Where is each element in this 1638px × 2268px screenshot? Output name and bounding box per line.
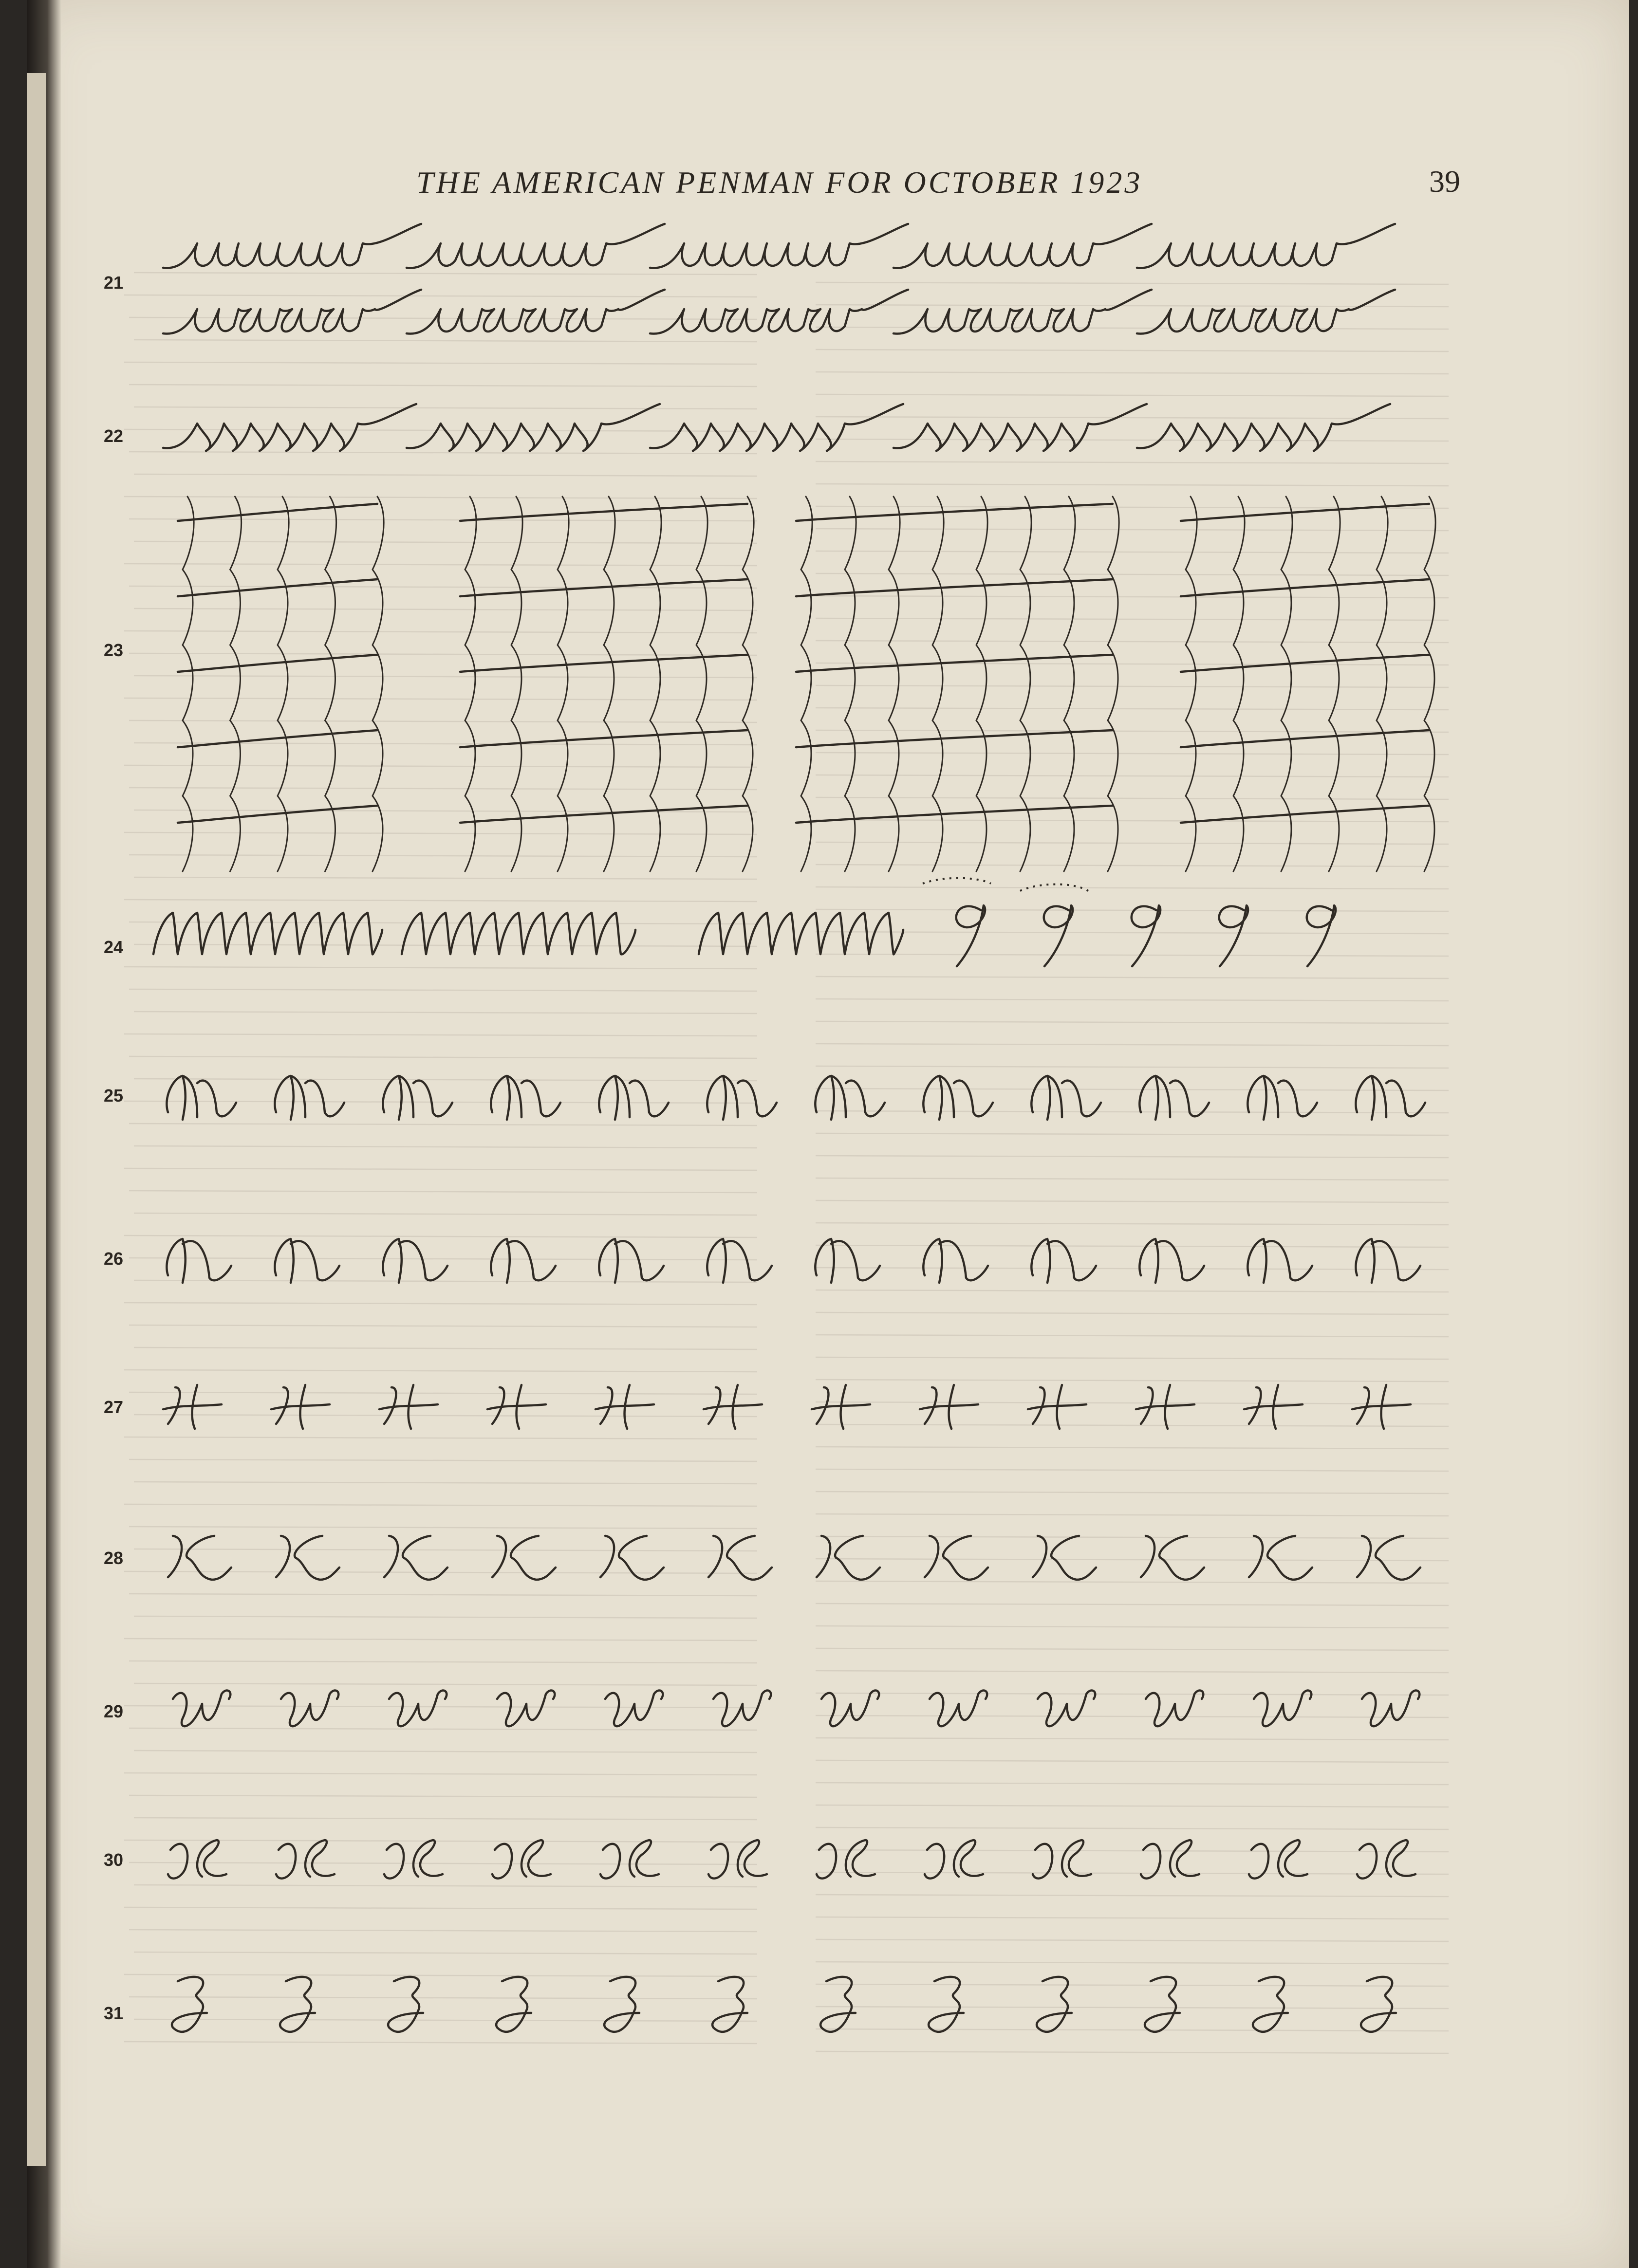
capital-letter <box>1136 1385 1194 1429</box>
capital-letter <box>925 1536 988 1580</box>
show-through-line <box>816 999 1449 1001</box>
show-through-line <box>816 1514 1449 1516</box>
x-downstroke <box>889 497 900 871</box>
show-through-line <box>134 273 757 275</box>
show-through-line <box>129 720 757 722</box>
show-through-line <box>816 820 1449 822</box>
minimum-letter-group <box>650 224 908 268</box>
minimum-letter-group <box>650 404 903 451</box>
show-through-line <box>816 1559 1449 1561</box>
script-exercises <box>153 224 1435 2032</box>
row-number: 30 <box>103 1850 124 1870</box>
x-downstroke <box>743 497 754 871</box>
minimum-letter-group <box>1137 290 1395 333</box>
show-through-line <box>816 909 1449 911</box>
show-through-line <box>816 1021 1449 1023</box>
show-through-line <box>816 1671 1449 1673</box>
show-through-line <box>816 305 1449 307</box>
capital-letter <box>920 1385 978 1429</box>
capital-letter <box>1247 1076 1317 1120</box>
x-downstroke <box>604 497 615 871</box>
m-drill <box>402 913 635 954</box>
show-through-line <box>816 461 1449 463</box>
show-through-line <box>816 932 1449 934</box>
capital-letter <box>1361 1977 1396 2032</box>
x-crossbar <box>178 504 377 521</box>
show-through-line <box>816 685 1449 687</box>
row-22-s-drill <box>163 404 1390 451</box>
show-through-line <box>816 551 1449 553</box>
show-through-line <box>124 564 757 566</box>
show-through-line <box>816 1536 1449 1538</box>
show-through-line <box>134 1482 757 1484</box>
show-through-line <box>816 1693 1449 1695</box>
show-through-line <box>816 596 1449 598</box>
capital-letter <box>817 1536 880 1580</box>
capital-letter <box>1038 1691 1095 1727</box>
show-through-line <box>816 394 1449 396</box>
show-through-line <box>124 832 757 834</box>
m-drill <box>699 913 903 954</box>
capital-letter <box>707 1076 777 1120</box>
x-downstroke <box>1108 497 1119 871</box>
show-through-line <box>816 1738 1449 1740</box>
capital-letter <box>1139 1076 1209 1120</box>
row-30-capital-x <box>168 1840 1415 1879</box>
show-through-line <box>816 350 1449 351</box>
show-through-line <box>816 1424 1449 1426</box>
x-crossbar <box>796 730 1113 747</box>
show-through-line <box>816 1805 1449 1807</box>
row-25-capital-m <box>167 1076 1425 1120</box>
capital-letter <box>276 1840 335 1879</box>
row-21-u-drill <box>163 224 1395 268</box>
x-downstroke <box>845 497 856 871</box>
capital-letter <box>276 1536 339 1580</box>
capital-letter <box>1139 1239 1204 1283</box>
show-through-line <box>816 842 1449 844</box>
x-crossbar <box>460 504 747 521</box>
x-downstroke <box>372 497 384 871</box>
show-through-line <box>124 1303 757 1305</box>
capital-letter <box>1356 1239 1420 1283</box>
capital-letter <box>379 1385 438 1429</box>
x-crossbar <box>178 655 377 672</box>
x-downstroke <box>465 497 476 871</box>
row-26-capital-n <box>167 1239 1420 1283</box>
x-crossbar <box>178 579 377 596</box>
show-through-line <box>816 977 1449 978</box>
x-downstroke <box>801 497 812 871</box>
show-through-line <box>816 1447 1449 1449</box>
minimum-letter-group <box>163 404 416 451</box>
page-number: 39 <box>1429 164 1460 199</box>
capital-letter <box>1028 1385 1086 1429</box>
capital-letter <box>167 1076 236 1120</box>
show-through-line <box>124 1773 757 1775</box>
show-through-line <box>124 1101 757 1103</box>
show-through-line <box>124 1974 757 1976</box>
show-through-line <box>816 1917 1449 1919</box>
show-through-line <box>129 1661 757 1663</box>
show-through-line <box>124 1639 757 1641</box>
show-through-line <box>134 1079 757 1081</box>
show-through-line <box>129 452 757 454</box>
show-through-line <box>816 1872 1449 1874</box>
row-number: 21 <box>103 273 124 293</box>
x-crossbar <box>1181 579 1429 596</box>
show-through-line <box>129 1728 757 1730</box>
row-27-capital-h <box>163 1385 1411 1429</box>
show-through-line <box>134 1213 757 1215</box>
show-through-line <box>816 797 1449 799</box>
show-through-line <box>124 295 757 297</box>
capital-letter <box>1244 1385 1303 1429</box>
capital-letter <box>383 1239 447 1283</box>
x-downstroke <box>230 497 242 871</box>
show-through-line <box>816 730 1449 732</box>
show-through-line <box>816 1402 1449 1404</box>
row-number: 27 <box>103 1397 124 1417</box>
show-through-line <box>124 2042 757 2044</box>
capital-letter <box>923 1076 993 1120</box>
show-through-line <box>124 429 757 431</box>
row-number: 31 <box>103 2003 124 2023</box>
show-through-line <box>134 1549 757 1551</box>
show-through-line <box>129 788 757 790</box>
show-through-line <box>134 1885 757 1887</box>
show-through-line <box>129 1997 757 1999</box>
show-through-line <box>129 1392 757 1394</box>
show-through-line <box>816 1335 1449 1337</box>
show-through-line <box>124 900 757 902</box>
capital-letter <box>821 1691 879 1727</box>
capital-letter <box>815 1076 885 1120</box>
show-through-line <box>134 1347 757 1349</box>
show-through-line <box>816 573 1449 575</box>
x-downstroke <box>278 497 289 871</box>
capital-letter <box>812 1385 870 1429</box>
figure-nine <box>956 905 985 966</box>
show-through-line <box>134 1012 757 1014</box>
show-through-line <box>124 631 757 633</box>
show-through-line <box>129 1459 757 1461</box>
show-through-line <box>816 1066 1449 1068</box>
magazine-page <box>27 0 1629 2268</box>
x-downstroke <box>696 497 707 871</box>
show-through-line <box>124 698 757 700</box>
show-through-line <box>816 753 1449 755</box>
x-downstroke <box>183 497 194 871</box>
header-title: THE AMERICAN PENMAN FOR OCTOBER 1923 <box>416 165 1143 200</box>
show-through-line <box>129 653 757 655</box>
row-number: 26 <box>103 1249 124 1269</box>
x-downstroke <box>511 497 522 871</box>
show-through-line <box>816 887 1449 889</box>
x-downstroke <box>325 497 336 871</box>
show-through-line <box>129 1862 757 1864</box>
capital-letter <box>271 1385 330 1429</box>
show-through-line <box>816 1178 1449 1180</box>
row-number: 28 <box>103 1548 124 1568</box>
minimum-letter-group <box>1137 224 1395 268</box>
capital-letter <box>596 1385 654 1429</box>
show-through-line <box>816 484 1449 486</box>
show-through-line <box>129 385 757 387</box>
capital-letter <box>1357 1840 1415 1879</box>
show-through-line <box>816 439 1449 441</box>
x-crossbar <box>1181 504 1429 521</box>
capital-letter <box>1352 1385 1411 1429</box>
capital-letter <box>275 1076 344 1120</box>
show-through-line <box>129 1258 757 1260</box>
capital-letter <box>1146 1691 1203 1727</box>
figure-nine <box>1307 905 1336 966</box>
show-through-line <box>134 1415 757 1417</box>
show-through-line <box>816 1783 1449 1785</box>
show-through-line <box>816 1357 1449 1359</box>
show-through-line <box>124 1168 757 1170</box>
show-through-line <box>816 1245 1449 1247</box>
capital-letter <box>491 1239 556 1283</box>
show-through-line <box>124 765 757 767</box>
capital-letter <box>168 1536 231 1580</box>
capital-letter <box>281 1691 338 1727</box>
show-through-line <box>129 1191 757 1193</box>
capital-letter <box>491 1076 560 1120</box>
x-downstroke <box>1064 497 1075 871</box>
capital-letter <box>600 1840 659 1879</box>
row-29-capital-w <box>173 1691 1419 1727</box>
show-through-line <box>129 519 757 521</box>
capital-letter <box>707 1239 772 1283</box>
capital-letter <box>604 1977 639 2032</box>
show-through-line <box>816 1200 1449 1202</box>
figure-nine <box>1044 905 1073 966</box>
x-downstroke <box>650 497 661 871</box>
show-through-line <box>816 1604 1449 1605</box>
show-through-line <box>134 1751 757 1752</box>
capital-letter <box>713 1691 771 1727</box>
capital-letter <box>1247 1239 1312 1283</box>
show-through-line <box>124 1706 757 1708</box>
show-through-line <box>124 1907 757 1909</box>
show-through-line <box>129 1056 757 1058</box>
show-through-line <box>816 1469 1449 1471</box>
capital-letter <box>487 1385 546 1429</box>
show-through-line <box>129 1930 757 1932</box>
capital-letter <box>280 1977 315 2032</box>
show-through-line <box>816 282 1449 284</box>
show-through-line <box>816 1850 1449 1852</box>
capital-letter <box>496 1977 531 2032</box>
minimum-letter-group <box>407 404 660 451</box>
show-through-line <box>816 1962 1449 1964</box>
capital-letter <box>605 1691 663 1727</box>
show-through-line <box>816 2007 1449 2009</box>
capital-letter <box>497 1691 555 1727</box>
capital-letter <box>384 1840 443 1879</box>
show-through-line <box>816 1626 1449 1628</box>
show-through-line <box>816 1290 1449 1292</box>
row-number: 24 <box>103 937 124 957</box>
x-crossbar <box>1181 655 1429 672</box>
capital-letter <box>712 1977 747 2032</box>
x-crossbar <box>1181 806 1429 823</box>
show-through-line <box>129 1124 757 1125</box>
show-through-line <box>816 865 1449 867</box>
x-crossbar <box>178 806 377 823</box>
show-through-line <box>134 1952 757 1954</box>
show-through-line <box>816 1380 1449 1382</box>
capital-letter <box>383 1076 452 1120</box>
capital-letter <box>1031 1076 1101 1120</box>
capital-letter <box>388 1977 423 2032</box>
x-downstroke <box>976 497 987 871</box>
capital-letter <box>930 1691 987 1727</box>
show-through-line <box>134 877 757 879</box>
row-number: 23 <box>103 640 124 660</box>
capital-letter <box>384 1536 447 1580</box>
figure-nine <box>1219 905 1248 966</box>
dotted-guide <box>923 878 991 884</box>
show-through-line <box>134 1146 757 1148</box>
row-number: 25 <box>103 1086 124 1106</box>
show-through-line <box>129 1594 757 1596</box>
capital-letter <box>173 1691 230 1727</box>
show-through-line <box>816 641 1449 643</box>
minimum-letter-group <box>407 224 665 268</box>
show-through-line <box>129 989 757 991</box>
show-through-line <box>816 1827 1449 1829</box>
show-through-line <box>129 855 757 857</box>
show-through-line <box>134 2019 757 2021</box>
show-through-line <box>816 1156 1449 1158</box>
capital-letter <box>163 1385 222 1429</box>
show-through-line <box>129 1795 757 1797</box>
show-through-line <box>816 1648 1449 1650</box>
m-drill <box>153 913 382 954</box>
show-through-line <box>816 708 1449 710</box>
show-through-line <box>816 1895 1449 1897</box>
minimum-letter-group <box>893 404 1147 451</box>
capital-letter <box>1254 1691 1311 1727</box>
show-through-line <box>124 967 757 969</box>
show-through-line <box>816 775 1449 777</box>
show-through-line <box>129 1527 757 1529</box>
capital-letter <box>1033 1536 1096 1580</box>
show-through-line <box>124 497 757 498</box>
show-through-line <box>134 676 757 678</box>
show-through-line <box>816 1581 1449 1583</box>
show-through-line <box>124 1504 757 1506</box>
show-through-line <box>134 1280 757 1282</box>
show-through-line <box>124 1235 757 1237</box>
show-through-line <box>124 1370 757 1372</box>
capital-letter <box>275 1239 339 1283</box>
show-through-line <box>816 1312 1449 1314</box>
show-through-line <box>134 340 757 342</box>
show-through-line <box>816 2051 1449 2053</box>
show-through-line <box>124 1437 757 1439</box>
show-through-line <box>134 608 757 610</box>
show-through-line <box>816 1760 1449 1762</box>
show-through-line <box>816 1984 1449 1986</box>
capital-letter <box>1249 1536 1312 1580</box>
x-crossbar <box>796 579 1113 596</box>
show-through-line <box>816 417 1449 419</box>
show-through-line <box>124 362 757 364</box>
show-through-line <box>134 1818 757 1820</box>
show-through-line <box>816 1088 1449 1090</box>
capital-letter <box>172 1977 207 2032</box>
capital-letter <box>1357 1536 1420 1580</box>
capital-letter <box>704 1385 762 1429</box>
show-through-line <box>129 1325 757 1327</box>
capital-letter <box>1362 1691 1419 1727</box>
show-through-line <box>134 541 757 543</box>
show-through-line <box>134 474 757 476</box>
minimum-letter-group <box>163 224 421 268</box>
show-through-line <box>816 1268 1449 1270</box>
show-through-line <box>124 1034 757 1036</box>
show-through-line <box>816 2029 1449 2031</box>
row-number: 22 <box>103 426 124 446</box>
show-through-line <box>816 1223 1449 1225</box>
show-through-text <box>124 273 1449 2053</box>
row-28-capital-k <box>168 1536 1420 1580</box>
minimum-letter-group <box>1137 404 1390 451</box>
x-downstroke <box>1020 497 1031 871</box>
show-through-line <box>816 1715 1449 1717</box>
capital-letter <box>168 1840 226 1879</box>
minimum-letter-group <box>893 224 1152 268</box>
show-through-line <box>134 1616 757 1618</box>
show-through-line <box>134 407 757 409</box>
show-through-line <box>129 586 757 588</box>
capital-letter <box>167 1239 231 1283</box>
show-through-line <box>129 317 757 319</box>
show-through-line <box>816 1492 1449 1494</box>
capital-letter <box>708 1840 767 1879</box>
x-crossbar <box>178 730 377 747</box>
capital-letter <box>492 1840 551 1879</box>
show-through-line <box>816 1111 1449 1113</box>
show-through-line <box>816 1939 1449 1941</box>
show-through-line <box>816 618 1449 620</box>
figure-nine <box>1132 905 1160 966</box>
show-through-line <box>816 529 1449 531</box>
row-number: 29 <box>103 1701 124 1721</box>
x-crossbar <box>1181 730 1429 747</box>
show-through-line <box>134 1683 757 1685</box>
show-through-line <box>816 1044 1449 1046</box>
capital-letter <box>599 1239 664 1283</box>
capital-letter <box>389 1691 447 1727</box>
capital-letter <box>599 1076 669 1120</box>
show-through-line <box>816 372 1449 374</box>
capital-letter <box>1141 1536 1204 1580</box>
capital-letter <box>820 1977 856 2032</box>
show-through-line <box>816 954 1449 956</box>
capital-letter <box>1249 1840 1307 1879</box>
show-through-line <box>816 1133 1449 1135</box>
penmanship-specimens <box>27 0 1629 2268</box>
